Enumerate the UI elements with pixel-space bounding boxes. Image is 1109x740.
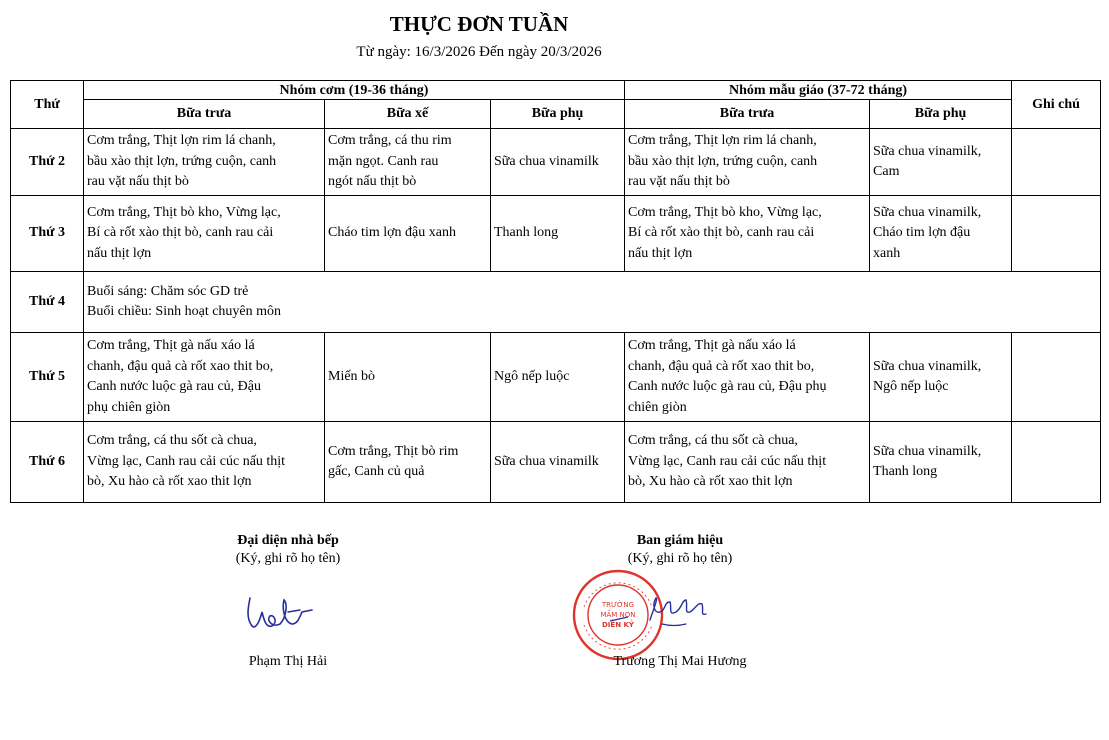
cell-line: Sữa chua vinamilk (494, 153, 599, 169)
cell-line: Ngô nếp luộc (494, 368, 570, 384)
principal-name: Trương Thị Mai Hương (613, 654, 747, 669)
cell-line: Cháo tim lợn đậu xanh (328, 225, 456, 241)
cell-line: Sữa chua vinamilk (494, 453, 599, 469)
col-bua-phu-header: Bữa phụ (491, 100, 625, 129)
mg-phu-cell (870, 333, 1012, 422)
cell-line: Cơm trắng, cá thu sốt cà chua, (87, 433, 257, 449)
kitchen-signature-block (188, 533, 388, 567)
day-cell: Thứ 5 (11, 333, 84, 422)
cell-line: Cơm trắng, cá thu rim (328, 133, 452, 149)
note-cell (1012, 333, 1101, 422)
note-cell (1012, 196, 1101, 272)
cell-line: Buổi sáng: Chăm sóc GD trẻ (87, 283, 249, 299)
cell-line: Canh nước luộc gà rau củ, Đậu (87, 379, 261, 394)
cell-line: chanh, đậu quả cà rốt xao thit bo, (628, 358, 815, 374)
cell-line: Vừng lạc, Canh rau cải cúc nấu thịt (628, 453, 827, 469)
cell-line: bò, Xu hào cà rốt xao thit lợn (628, 474, 793, 490)
cell-line: Buổi chiều: Sinh hoạt chuyên môn (87, 304, 282, 319)
mg-trua-cell (625, 196, 870, 272)
day-cell: Thứ 4 (11, 272, 84, 333)
cell-line: Sữa chua vinamilk, (873, 443, 982, 459)
kitchen-role: Đại diện nhà bếp (237, 533, 339, 548)
board-sign-note: (Ký, ghi rõ họ tên) (627, 551, 733, 566)
date-range: Từ ngày: 16/3/2026 Đến ngày 20/3/2026 (356, 44, 602, 60)
nt-xe-cell (325, 422, 491, 503)
day-cell: Thứ 6 (11, 422, 84, 503)
kitchen-rep-name: Phạm Thị Hải (248, 654, 328, 669)
cell-line: Cơm trắng, Thịt bò kho, Vừng lạc, (628, 204, 822, 220)
cell-line: chiên giòn (628, 399, 687, 415)
cell-line: mặn ngọt. Canh rau (328, 153, 439, 169)
cell-line: Cam (873, 164, 900, 179)
cell-line: nấu thịt lợn (628, 245, 693, 261)
cell-line: Miến bò (328, 368, 376, 384)
cell-line: Cơm trắng, Thịt bò kho, Vừng lạc, (87, 204, 281, 220)
cell-line: chanh, đậu quả cà rốt xao thit bo, (87, 358, 274, 374)
nt-phu-cell (491, 196, 625, 272)
mg-phu-cell (870, 129, 1012, 196)
stamp-line: TRƯỜNG (601, 601, 635, 609)
table-row (11, 272, 1101, 333)
col-note-header: Ghi chú (1012, 81, 1101, 129)
day-cell: Thứ 3 (11, 196, 84, 272)
kitchen-sign-note: (Ký, ghi rõ họ tên) (235, 551, 341, 566)
board-handwritten-signature (642, 590, 752, 635)
cell-line: Cơm trắng, Thịt lợn rim lá chanh, (87, 133, 276, 149)
cell-line: xanh (873, 245, 901, 261)
nt-phu-cell (491, 422, 625, 503)
note-cell (1012, 422, 1101, 503)
cell-line: Thanh long (873, 464, 938, 479)
cell-line: Cháo tim lợn đậu (873, 225, 971, 241)
mg-trua-cell (625, 129, 870, 196)
cell-line: rau vặt nấu thịt bò (628, 174, 730, 190)
stamp-line: MẦM NON (600, 611, 636, 619)
board-role: Ban giám hiệu (636, 533, 724, 548)
nt-phu-cell (491, 129, 625, 196)
cell-line: Bí cà rốt xào thịt bò, canh rau cải (628, 225, 815, 241)
cell-line: bầu xào thịt lợn, trứng cuộn, canh (87, 153, 277, 169)
nt-xe-cell (325, 129, 491, 196)
cell-line: Sữa chua vinamilk, (873, 358, 982, 374)
day-cell: Thứ 2 (11, 129, 84, 196)
cell-line: ngót nấu thịt bò (328, 174, 417, 190)
mg-phu-cell (870, 422, 1012, 503)
nt-trua-cell (84, 196, 325, 272)
table-row (11, 196, 1101, 272)
mg-trua-cell (625, 422, 870, 503)
cell-line: rau vặt nấu thịt bò (87, 174, 189, 190)
cell-line: Ngô nếp luộc (873, 379, 949, 394)
cell-line: phụ chiên giòn (87, 399, 171, 415)
table-row (11, 422, 1101, 503)
col-bua-phu-mg-header: Bữa phụ (870, 100, 1012, 129)
kitchen-handwritten-signature (238, 590, 328, 635)
cell-line: Sữa chua vinamilk, (873, 143, 982, 159)
nt-xe-cell (325, 333, 491, 422)
cell-line: Bí cà rốt xào thịt bò, canh rau cải (87, 225, 274, 241)
cell-line: Cơm trắng, Thịt gà nấu xáo lá (87, 338, 255, 353)
cell-line: Cơm trắng, Thịt lợn rim lá chanh, (628, 133, 817, 149)
nt-trua-cell (84, 129, 325, 196)
table-row (11, 129, 1101, 196)
cell-line: nấu thịt lợn (87, 245, 152, 261)
board-signature-block (580, 533, 780, 567)
nt-trua-cell (84, 422, 325, 503)
menu-table (10, 80, 1101, 503)
cell-line: bầu xào thịt lợn, trứng cuộn, canh (628, 153, 818, 169)
col-bua-trua-mg-header: Bữa trưa (625, 100, 870, 129)
col-day-header: Thứ (11, 81, 84, 129)
group-nhatre-header: Nhóm cơm (19-36 tháng) (84, 81, 625, 100)
cell-line: Canh nước luộc gà rau củ, Đậu phụ (628, 379, 827, 394)
cell-line: Vừng lạc, Canh rau cải cúc nấu thịt (87, 453, 286, 469)
stamp-line: DIỄN KỶ (602, 621, 634, 629)
mg-phu-cell (870, 196, 1012, 272)
cell-line: Cơm trắng, Thịt bò rim (328, 443, 459, 459)
cell-line: Cơm trắng, cá thu sốt cà chua, (628, 433, 798, 449)
page-title: THỰC ĐƠN TUẦN (389, 12, 569, 36)
cell-line: Cơm trắng, Thịt gà nấu xáo lá (628, 338, 796, 353)
note-cell (1012, 129, 1101, 196)
full-day-cell (84, 272, 1101, 333)
nt-xe-cell (325, 196, 491, 272)
header-row-groups (11, 81, 1101, 100)
col-bua-trua-header: Bữa trưa (84, 100, 325, 129)
cell-line: Thanh long (494, 225, 559, 241)
group-maugiao-header: Nhóm mẫu giáo (37-72 tháng) (625, 81, 1012, 100)
nt-phu-cell (491, 333, 625, 422)
header-row-meals (11, 100, 1101, 129)
cell-line: Sữa chua vinamilk, (873, 204, 982, 220)
table-row (11, 333, 1101, 422)
cell-line: gấc, Canh củ quả (328, 464, 425, 479)
col-bua-xe-header: Bữa xế (325, 100, 491, 129)
nt-trua-cell (84, 333, 325, 422)
cell-line: bò, Xu hào cà rốt xao thit lợn (87, 474, 252, 490)
mg-trua-cell (625, 333, 870, 422)
